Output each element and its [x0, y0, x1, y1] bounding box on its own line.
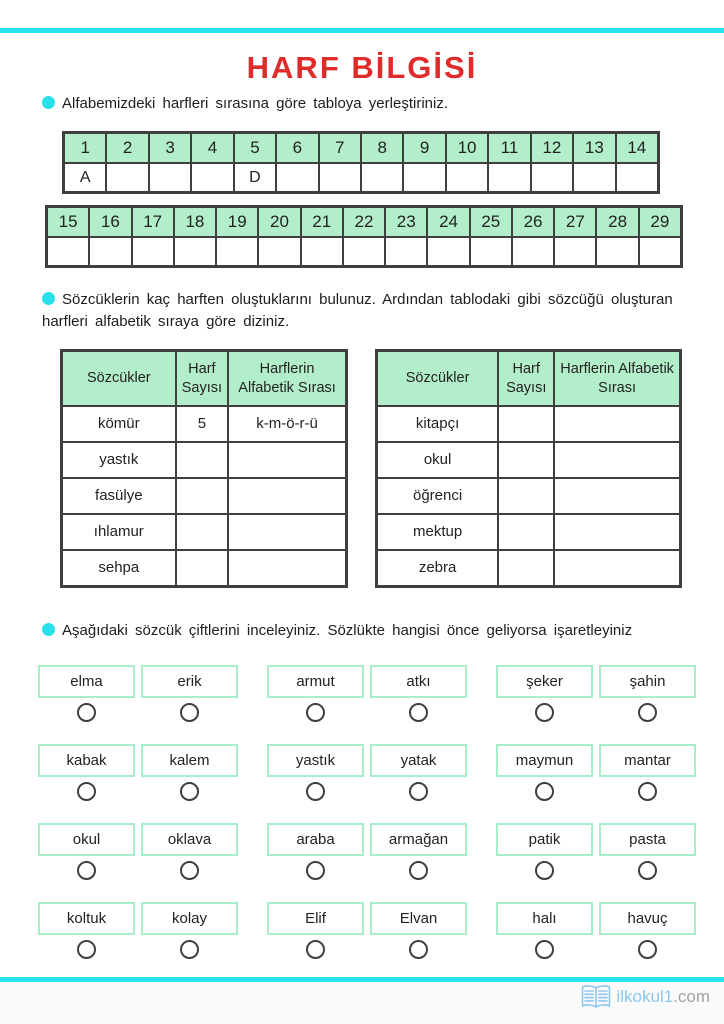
exercise2-instruction [42, 289, 690, 333]
letter-count-cell: 5 [176, 406, 229, 442]
exercise1-instruction-text: Alfabemizdeki harfleri sırasına göre tabloya yerleştiriniz. [62, 95, 448, 112]
word-table-header: Sözcükler [377, 351, 498, 406]
pair-row [38, 744, 696, 801]
alphabet-number-cell: 13 [573, 133, 615, 163]
word-pair-group [267, 744, 467, 801]
alphabet-letter-cell[interactable] [403, 163, 445, 192]
word-choice-item [599, 744, 696, 801]
word-option-box: kolay [141, 902, 238, 935]
word-table-row [62, 406, 346, 442]
word-pair-group [496, 823, 696, 880]
word-choice-radio[interactable] [638, 703, 657, 722]
alphabet-letter-cell[interactable] [174, 237, 216, 266]
word-choice-radio[interactable] [77, 940, 96, 959]
alphabetical-order-cell[interactable] [554, 406, 680, 442]
alphabet-number-cell: 17 [132, 207, 174, 237]
alphabet-number-cell: 14 [616, 133, 658, 163]
word-choice-item [267, 902, 364, 959]
word-table-header: Harflerin Alfabetik Sırası [228, 351, 346, 406]
alphabet-number-cell: 7 [319, 133, 361, 163]
word-choice-radio[interactable] [306, 703, 325, 722]
top-accent-bar [0, 28, 724, 33]
word-choice-item [267, 823, 364, 880]
brand-name: ilkokul1 [616, 987, 674, 1006]
word-choice-item [267, 744, 364, 801]
alphabet-letter-cell[interactable] [639, 237, 681, 266]
word-choice-item [496, 665, 593, 722]
word-choice-radio[interactable] [409, 861, 428, 880]
word-choice-radio[interactable] [535, 703, 554, 722]
alphabet-number-cell: 27 [554, 207, 596, 237]
alphabet-letter-cell[interactable] [427, 237, 469, 266]
word-option-box: pasta [599, 823, 696, 856]
word-choice-item [599, 665, 696, 722]
word-cell: ıhlamur [62, 514, 176, 550]
alphabetical-order-cell[interactable] [228, 550, 346, 586]
word-table-header: Harf Sayısı [176, 351, 229, 406]
word-choice-radio[interactable] [306, 940, 325, 959]
word-pair-group [496, 902, 696, 959]
word-option-box: halı [496, 902, 593, 935]
word-table-header: Harf Sayısı [498, 351, 554, 406]
word-choice-radio[interactable] [638, 782, 657, 801]
word-option-box: armut [267, 665, 364, 698]
word-option-box: erik [141, 665, 238, 698]
letter-count-cell[interactable] [498, 550, 554, 586]
word-cell: mektup [377, 514, 498, 550]
word-choice-radio[interactable] [638, 940, 657, 959]
word-table-header-row [377, 351, 680, 406]
word-table-header: Harflerin Alfabetik Sırası [554, 351, 680, 406]
word-choice-item [599, 823, 696, 880]
alphabet-letter-cell[interactable] [488, 163, 530, 192]
alphabet-number-cell: 23 [385, 207, 427, 237]
alphabet-letter-cell[interactable]: D [234, 163, 276, 192]
alphabet-number-cell: 9 [403, 133, 445, 163]
alphabet-letter-cell[interactable] [512, 237, 554, 266]
word-table-left [60, 349, 348, 588]
word-pair-group [38, 902, 238, 959]
word-table-row [377, 442, 680, 478]
letter-count-cell[interactable] [498, 514, 554, 550]
word-choice-radio[interactable] [77, 861, 96, 880]
alphabetical-order-cell[interactable] [554, 478, 680, 514]
word-table-row [377, 406, 680, 442]
word-option-box: oklava [141, 823, 238, 856]
bullet-dot-icon [42, 292, 55, 305]
alphabet-number-cell: 22 [343, 207, 385, 237]
word-choice-item [38, 902, 135, 959]
word-pair-group [496, 744, 696, 801]
word-option-box: şahin [599, 665, 696, 698]
word-choice-item [599, 902, 696, 959]
word-option-box: armağan [370, 823, 467, 856]
word-choice-item [38, 744, 135, 801]
word-option-box: Elvan [370, 902, 467, 935]
word-option-box: yastık [267, 744, 364, 777]
word-table-row [62, 442, 346, 478]
word-choice-item [370, 902, 467, 959]
word-choice-radio[interactable] [409, 703, 428, 722]
alphabet-letter-cell[interactable] [191, 163, 233, 192]
pair-row [38, 902, 696, 959]
alphabet-number-cell: 4 [191, 133, 233, 163]
word-option-box: elma [38, 665, 135, 698]
word-choice-radio[interactable] [306, 782, 325, 801]
pair-row [38, 823, 696, 880]
alphabet-number-cell: 21 [301, 207, 343, 237]
word-choice-item [496, 902, 593, 959]
letter-count-cell[interactable] [498, 478, 554, 514]
alphabet-number-cell: 5 [234, 133, 276, 163]
word-pair-group [267, 665, 467, 722]
alphabet-letter-cell[interactable] [258, 237, 300, 266]
word-table-header: Sözcükler [62, 351, 176, 406]
word-option-box: mantar [599, 744, 696, 777]
alphabetical-order-cell[interactable] [554, 442, 680, 478]
alphabetical-order-cell[interactable] [228, 514, 346, 550]
page-title: HARF BİLGİSİ [246, 50, 478, 85]
alphabet-number-cell: 10 [446, 133, 488, 163]
open-book-icon [580, 984, 612, 1010]
alphabet-letter-cell[interactable] [596, 237, 638, 266]
alphabet-letter-cell[interactable] [470, 237, 512, 266]
word-option-box: atkı [370, 665, 467, 698]
alphabet-number-cell: 25 [470, 207, 512, 237]
alphabet-letter-cell[interactable] [361, 163, 403, 192]
word-choice-radio[interactable] [180, 940, 199, 959]
alphabetical-order-cell[interactable] [554, 514, 680, 550]
alphabet-number-cell: 26 [512, 207, 554, 237]
alphabet-letter-cell[interactable] [343, 237, 385, 266]
word-cell: kitapçı [377, 406, 498, 442]
word-table-row [62, 478, 346, 514]
alphabet-number-cell: 20 [258, 207, 300, 237]
exercise1-instruction [42, 93, 690, 115]
alphabet-table-2 [45, 205, 683, 268]
word-table-row [377, 550, 680, 586]
word-table-row [377, 514, 680, 550]
alphabet-letter-cell[interactable] [301, 237, 343, 266]
word-cell: sehpa [62, 550, 176, 586]
word-pair-group [267, 902, 467, 959]
word-pairs-section [38, 665, 696, 959]
alphabet-table-1 [62, 131, 660, 194]
word-table-row [62, 550, 346, 586]
word-cell: fasülye [62, 478, 176, 514]
alphabet-letter-cell[interactable] [554, 237, 596, 266]
alphabet-number-cell: 2 [106, 133, 148, 163]
word-option-box: maymun [496, 744, 593, 777]
word-choice-item [38, 823, 135, 880]
word-choice-radio[interactable] [77, 782, 96, 801]
word-cell: kömür [62, 406, 176, 442]
word-option-box: patik [496, 823, 593, 856]
word-choice-item [141, 744, 238, 801]
letter-count-cell[interactable] [498, 406, 554, 442]
word-choice-radio[interactable] [409, 940, 428, 959]
word-choice-radio[interactable] [535, 782, 554, 801]
word-choice-radio[interactable] [638, 861, 657, 880]
word-table-row [62, 514, 346, 550]
word-option-box: araba [267, 823, 364, 856]
word-pair-group [38, 665, 238, 722]
letter-count-cell[interactable] [176, 550, 229, 586]
word-choice-radio[interactable] [180, 861, 199, 880]
word-pair-group [267, 823, 467, 880]
word-choice-radio[interactable] [409, 782, 428, 801]
brand-suffix: .com [673, 987, 710, 1006]
alphabet-letter-cell[interactable] [132, 237, 174, 266]
alphabetical-order-cell: k-m-ö-r-ü [228, 406, 346, 442]
word-choice-item [141, 902, 238, 959]
word-option-box: kabak [38, 744, 135, 777]
word-choice-item [141, 823, 238, 880]
alphabet-number-cell: 29 [639, 207, 681, 237]
word-option-box: okul [38, 823, 135, 856]
alphabet-letter-cell[interactable] [89, 237, 131, 266]
word-choice-item [496, 823, 593, 880]
site-logo [580, 984, 710, 1010]
word-table-header-row [62, 351, 346, 406]
alphabetical-order-cell[interactable] [228, 478, 346, 514]
alphabet-letter-cell[interactable] [216, 237, 258, 266]
alphabetical-order-cell[interactable] [228, 442, 346, 478]
word-pair-group [38, 744, 238, 801]
letter-count-cell[interactable] [176, 442, 229, 478]
alphabet-number-cell: 1 [64, 133, 106, 163]
alphabet-letter-cell[interactable] [319, 163, 361, 192]
alphabet-letter-cell[interactable] [616, 163, 658, 192]
alphabet-letter-cell[interactable] [573, 163, 615, 192]
word-option-box: kalem [141, 744, 238, 777]
word-cell: yastık [62, 442, 176, 478]
alphabet-letter-cell[interactable] [149, 163, 191, 192]
word-cell: öğrenci [377, 478, 498, 514]
pair-row [38, 665, 696, 722]
word-cell: okul [377, 442, 498, 478]
alphabet-number-cell: 8 [361, 133, 403, 163]
alphabet-number-cell: 3 [149, 133, 191, 163]
word-cell: zebra [377, 550, 498, 586]
word-choice-item [38, 665, 135, 722]
letter-count-cell[interactable] [498, 442, 554, 478]
exercise3-instruction [42, 620, 690, 642]
word-choice-radio[interactable] [535, 940, 554, 959]
word-option-box: yatak [370, 744, 467, 777]
word-pair-group [496, 665, 696, 722]
word-choice-radio[interactable] [180, 703, 199, 722]
word-choice-item [141, 665, 238, 722]
alphabet-letter-cell[interactable] [385, 237, 427, 266]
exercise3-instruction-text: Aşağıdaki sözcük çiftlerini inceleyiniz. Sözlükte hangisi önce geliyorsa işaretleyiniz [62, 622, 633, 639]
alphabet-number-cell: 18 [174, 207, 216, 237]
word-choice-radio[interactable] [180, 782, 199, 801]
word-choice-radio[interactable] [306, 861, 325, 880]
word-choice-item [267, 665, 364, 722]
word-option-box: koltuk [38, 902, 135, 935]
alphabet-letter-cell[interactable] [106, 163, 148, 192]
alphabet-number-cell: 12 [531, 133, 573, 163]
letter-count-cell[interactable] [176, 478, 229, 514]
alphabetical-order-cell[interactable] [554, 550, 680, 586]
alphabet-letter-cell[interactable] [276, 163, 318, 192]
word-choice-item [370, 744, 467, 801]
alphabet-letter-cell[interactable] [446, 163, 488, 192]
word-table-row [377, 478, 680, 514]
bullet-dot-icon [42, 96, 55, 109]
bullet-dot-icon [42, 623, 55, 636]
word-choice-radio[interactable] [535, 861, 554, 880]
alphabet-letter-cell[interactable]: A [64, 163, 106, 192]
letter-count-cell[interactable] [176, 514, 229, 550]
word-choice-item [370, 665, 467, 722]
alphabet-number-cell: 24 [427, 207, 469, 237]
alphabet-number-cell: 11 [488, 133, 530, 163]
alphabet-number-cell: 19 [216, 207, 258, 237]
word-choice-item [496, 744, 593, 801]
alphabet-number-cell: 6 [276, 133, 318, 163]
word-choice-radio[interactable] [77, 703, 96, 722]
exercise2-instruction-text: Sözcüklerin kaç harften oluştuklarını bulunuz. Ardından tablodaki gibi sözcüğü oluşturan harfleri alfabetik sıraya göre diziniz. [42, 291, 673, 330]
word-pair-group [38, 823, 238, 880]
word-option-box: şeker [496, 665, 593, 698]
alphabet-letter-cell[interactable] [47, 237, 89, 266]
word-table-right [375, 349, 682, 588]
alphabet-letter-cell[interactable] [531, 163, 573, 192]
word-option-box: Elif [267, 902, 364, 935]
alphabet-number-cell: 28 [596, 207, 638, 237]
word-choice-item [370, 823, 467, 880]
alphabet-number-cell: 15 [47, 207, 89, 237]
word-option-box: havuç [599, 902, 696, 935]
alphabet-number-cell: 16 [89, 207, 131, 237]
